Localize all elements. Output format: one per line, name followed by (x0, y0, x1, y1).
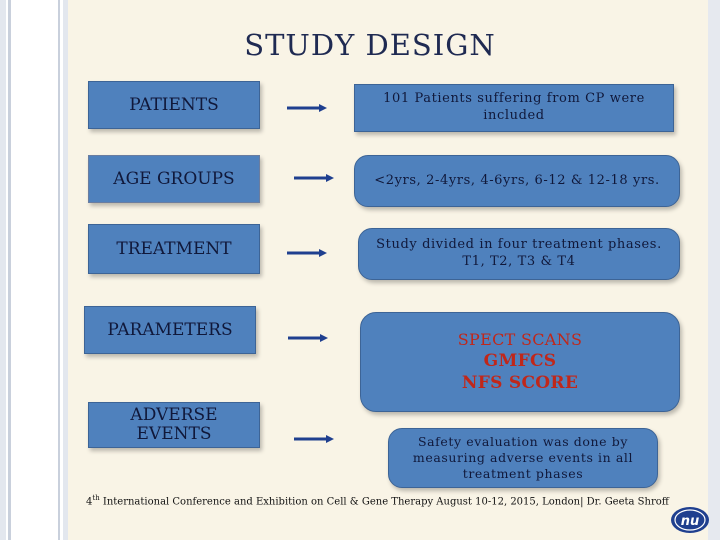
gmfcs-text: GMFCS (483, 351, 557, 372)
rail-stripe (0, 0, 6, 540)
adverse-events-label-line: ADVERSE (130, 405, 218, 426)
footer-text: International Conference and Exhibition on Cell & Gene Therapy August 10-12, 2015, London| Dr. Geeta Shroff (99, 496, 669, 508)
rail-stripe (8, 0, 11, 540)
adverse-events-description-box (388, 428, 658, 488)
parameters-description-box (360, 312, 680, 412)
right-arrow-icon (287, 103, 327, 113)
right-arrow-icon (287, 248, 327, 258)
left-decorative-rail (0, 0, 68, 540)
patients-box (88, 81, 260, 129)
right-arrow-icon (294, 434, 334, 444)
footer-ordinal-suffix: th (92, 494, 100, 502)
nfs-score-text: NFS SCORE (461, 373, 579, 394)
patients-label: PATIENTS (129, 94, 219, 115)
age-groups-description-line: <2yrs, 2-4yrs, 4-6yrs, 6-12 & 12-18 yrs. (374, 172, 660, 188)
treatment-box (88, 224, 260, 274)
patients-description-box (354, 84, 674, 132)
age-groups-label: AGE GROUPS (113, 168, 235, 189)
right-decorative-rail (708, 0, 720, 540)
footer-ordinal-number: 4 (86, 496, 93, 508)
logo-text: nu (680, 514, 700, 529)
adverse-events-description-line: measuring adverse events in all (412, 450, 634, 465)
adverse-events-description-line: Safety evaluation was done by (417, 434, 629, 449)
nutech-logo (670, 506, 710, 534)
adverse-events-description-line: treatment phases (462, 466, 584, 481)
adverse-events-label-line: EVENTS (136, 424, 212, 444)
parameters-label: PARAMETERS (107, 319, 233, 340)
treatment-description-line: T1, T2, T3 & T4 (462, 254, 576, 269)
right-arrow-icon (294, 173, 334, 183)
spect-scans-text: SPECT SCANS (457, 329, 583, 349)
adverse-events-box (88, 402, 260, 448)
treatment-description-box (358, 228, 680, 280)
rail-stripe (58, 0, 60, 540)
treatment-label: TREATMENT (116, 238, 232, 259)
patients-description-line: included (483, 108, 545, 123)
age-groups-description-box (354, 155, 680, 207)
right-arrow-icon (288, 333, 328, 343)
parameters-box (84, 306, 256, 354)
treatment-description-line: Study divided in four treatment phases. (376, 237, 662, 253)
adverse-events-label (130, 406, 217, 443)
slide-title: STUDY DESIGN (244, 28, 496, 62)
footer-citation (86, 494, 669, 508)
age-groups-box (88, 155, 260, 203)
patients-description-line: 101 Patients suffering from CP were (383, 91, 645, 107)
